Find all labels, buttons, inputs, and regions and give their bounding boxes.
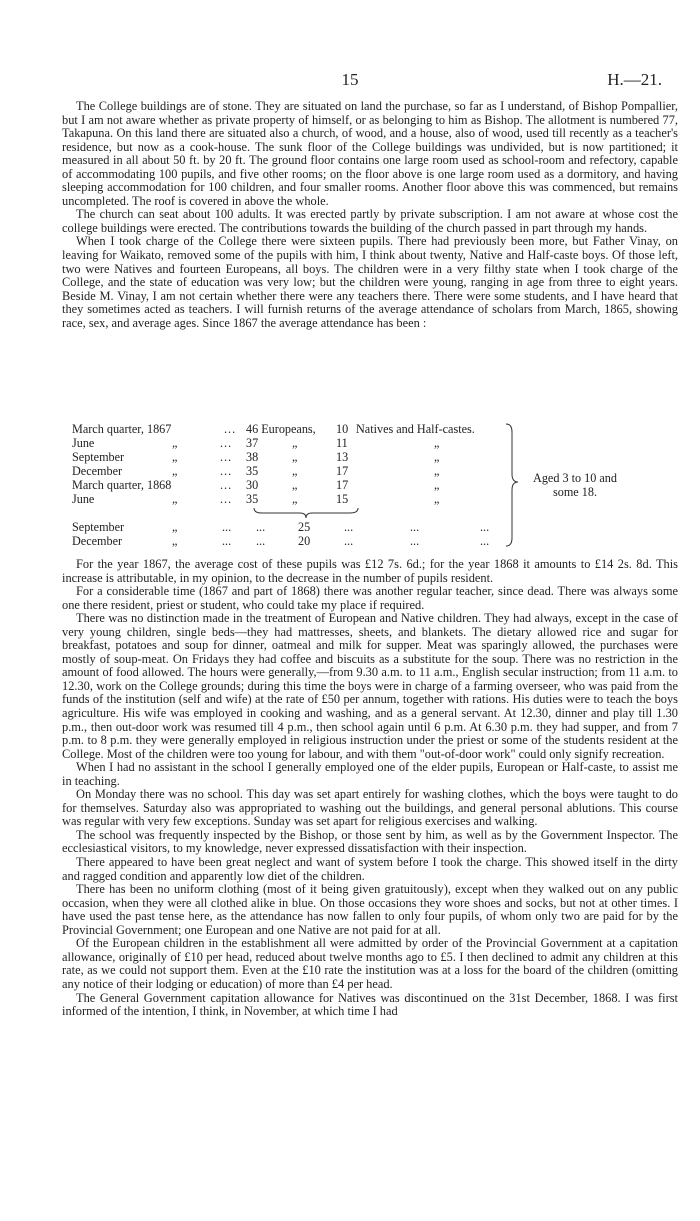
natives-cell: 13 xyxy=(336,450,349,464)
ditto-mark: „ xyxy=(292,492,298,506)
europeans-cell: 37 xyxy=(246,436,259,450)
attendance-table xyxy=(72,422,632,550)
age-note xyxy=(520,471,630,499)
leader-dots: ... xyxy=(410,520,420,534)
period-cell: September xyxy=(72,520,125,534)
leader-dots: ... xyxy=(222,520,232,534)
europeans-cell: 30 xyxy=(246,478,259,492)
natives-cell: 17 xyxy=(336,478,349,492)
ditto-mark: „ xyxy=(292,464,298,478)
natives-header: Natives and Half-castes. xyxy=(356,422,475,436)
europeans-cell: 35 xyxy=(246,464,259,478)
document-reference: H.—21. xyxy=(607,70,662,89)
europeans-cell: 46 Europeans, xyxy=(246,422,316,436)
period-cell: December xyxy=(72,464,123,478)
age-note-line: Aged 3 to 10 and xyxy=(533,471,617,485)
page-number: 15 xyxy=(341,70,359,89)
ditto-mark: „ xyxy=(172,436,178,450)
period-cell: December xyxy=(72,534,123,548)
body-text-top xyxy=(62,100,678,330)
leader-dots: ... xyxy=(220,436,233,450)
ditto-mark: „ xyxy=(434,436,440,450)
paragraph: Of the European children in the establishment all were admitted by order of the Provincial Government at a capitation allowance, originally of £10 per head, reduced about twelve months ago to £5. I then declined to admit any children at this rate, as we could not support them. Even at the £10 rate the institution was at a loss for the board of the children (omitting any notice of their lodging or education) of more than £4 per head. xyxy=(62,936,678,991)
ditto-mark: „ xyxy=(172,464,178,478)
leader-dots: ... xyxy=(344,520,354,534)
ditto-mark: „ xyxy=(292,450,298,464)
ditto-mark: „ xyxy=(434,492,440,506)
paragraph: For the year 1867, the average cost of these pupils was £12 7s. 6d.; for the year 1868 it amounts to £14 2s. 8d. This increase is attributable, in my opinion, to the decrease in the number of pupils resident. xyxy=(62,557,678,585)
age-bracket xyxy=(504,422,520,548)
natives-cell: 10 xyxy=(336,422,349,436)
paragraph: On Monday there was no school. This day was set apart entirely for washing clothes, which the boys were taught to do for themselves. Saturday also was appropriated to washing out the buildings, and general personal ablutions. This course was regular with very few exceptions. Sunday was set apart for religious exercises and walking. xyxy=(62,787,678,829)
paragraph: When I took charge of the College there were sixteen pupils. There had previously been more, but Father Vinay, on leaving for Waikato, removed some of the pupils with him, I think about twenty, Native and Half-caste boys. Of those left, two were Natives and fourteen Europeans, all boys. The children were in a very filthy state when I took charge of the College, and the state of education was very low; but the children were young, ranging in age from three to eight years. Beside M. Vinay, I am not certain whether there were any teachers there. There were some students, and I have heard that they sometimes acted as teachers. I will furnish returns of the average attendance of scholars from March, 1865, showing race, sex, and average ages. Since 1867 the average attendance has been : xyxy=(62,234,678,330)
leader-dots: ... xyxy=(220,478,233,492)
leader-dots: ... xyxy=(222,534,232,548)
body-text-bottom xyxy=(62,558,678,1019)
leader-dots: ... xyxy=(220,492,233,506)
paragraph: When I had no assistant in the school I generally employed one of the elder pupils, European or Half-caste, to assist me in teaching. xyxy=(62,760,678,788)
paragraph: There has been no uniform clothing (most of it being given gratuitously), except when they walked out on any public occasion, when they were all clothed alike in blue. On those occasions they wore shoes and socks, but not at other times. I have used the past tense here, as the attendance has now fallen to only four pupils, of whom only two are paid for by the Provincial Government; one European and one Native are not paid for at all. xyxy=(62,882,678,937)
ditto-mark: „ xyxy=(434,450,440,464)
ditto-mark: „ xyxy=(172,492,178,506)
leader-dots: ... xyxy=(220,450,233,464)
europeans-cell: 35 xyxy=(246,492,259,506)
leader-dots: ... xyxy=(256,534,266,548)
period-cell: September xyxy=(72,450,125,464)
leader-dots: ... xyxy=(220,464,233,478)
period-cell: June xyxy=(72,492,95,506)
leader-dots: ... xyxy=(344,534,354,548)
natives-cell: 11 xyxy=(336,436,348,450)
paragraph: There appeared to have been great neglect and want of system before I took the charge. This showed itself in the dirty and ragged condition and apparently low diet of the children. xyxy=(62,855,678,883)
period-cell: June xyxy=(72,436,95,450)
ditto-mark: „ xyxy=(292,478,298,492)
natives-cell: 15 xyxy=(336,492,349,506)
paragraph: The General Government capitation allowance for Natives was discontinued on the 31st December, 1868. I was first informed of the intention, I think, in November, at which time I had xyxy=(62,990,678,1019)
combined-total-cell: 25 xyxy=(298,520,311,534)
leader-dots: ... xyxy=(480,534,490,548)
europeans-cell: 38 xyxy=(246,450,259,464)
paragraph: The College buildings are of stone. They are situated on land the purchase, so far as I understand, of Bishop Pompallier, but I am not aware whether as private property of himself, or as belonging to him as Bishop. The allotment is numbered 77, Takapuna. On this land there are situated also a church, of wood, and a house, also of wood, used till recently as a teacher's residence, but now as a cook-house. The sunk floor of the College buildings was undivided, but is now partitioned; it measured in all about 50 ft. by 20 ft. The ground floor contains one large room used as school-room and refectory, capable of accommodating 100 pupils, and five other rooms; on the floor above is one large room used as a dormitory, and having sleeping accommodation for 100 children, and four smaller rooms. Another floor above this was commenced, but remains uncompleted. The roof is covered in above the whole. xyxy=(62,99,678,208)
ditto-mark: „ xyxy=(292,436,298,450)
natives-cell: 17 xyxy=(336,464,349,478)
paragraph: The school was frequently inspected by the Bishop, or those sent by him, as well as by the Government Inspector. The ecclesiastical visitors, to my knowledge, never expressed dissatisfaction with their inspection. xyxy=(62,827,678,856)
leader-dots: ... xyxy=(410,534,420,548)
ditto-mark: „ xyxy=(172,450,178,464)
period-cell: March quarter, 1867 xyxy=(72,422,172,436)
ditto-mark: „ xyxy=(172,520,178,534)
leader-dots: ... xyxy=(480,520,490,534)
paragraph: For a considerable time (1867 and part of 1868) there was another regular teacher, since dead. There was always some one there resident, priest or student, who could take my place if required. xyxy=(62,584,678,612)
ditto-mark: „ xyxy=(434,464,440,478)
combined-total-cell: 20 xyxy=(298,534,311,548)
leader-dots: ... xyxy=(256,520,266,534)
age-note-line: some 18. xyxy=(552,485,597,499)
combining-brace xyxy=(252,506,360,520)
leader-dots: ... xyxy=(224,422,237,436)
ditto-mark: „ xyxy=(172,534,178,548)
period-cell: March quarter, 1868 xyxy=(72,478,172,492)
paragraph: The church can seat about 100 adults. It was erected partly by private subscription. I am not aware at whose cost the college buildings were erected. The contributions towards the building of the church passed in part through my hands. xyxy=(62,207,678,235)
paragraph: There was no distinction made in the treatment of European and Native children. They had always, except in the case of very young children, single beds—they had mattresses, sheets, and blankets. The dietary allowed rice and sugar for breakfast, potatoes and soup for dinner, oatmeal and milk for supper. Meat was sparingly allowed, the purchases were mostly of soup-meat. On Fridays they had coffee and biscuits as a substitute for the soup. There was no restriction in the amount of food allowed. The hours were generally,—from 9.30 a.m. to 11 a.m., English secular instruction; from 11 a.m. to 12.30, work on the College grounds; during this time the boys were in charge of a farming overseer, who was paid from the funds of the institution (self and wife) at the rate of £50 per annum, together with rations. His duties were to teach the boys agriculture. His wife was employed in cooking and washing, and as a general servant. At 12.30, dinner and play till 1.30 p.m., then out-door work was resumed till 4 p.m., then school again until 6 p.m. At 6.30 p.m. they had supper, and from 7 p.m. to 8 p.m. they were generally employed in religious instruction under the priest or some of the students resident at the College. Most of the children were too young for labour, and with them "out-of-door work" could only signify recreation. xyxy=(62,611,678,761)
ditto-mark: „ xyxy=(434,478,440,492)
